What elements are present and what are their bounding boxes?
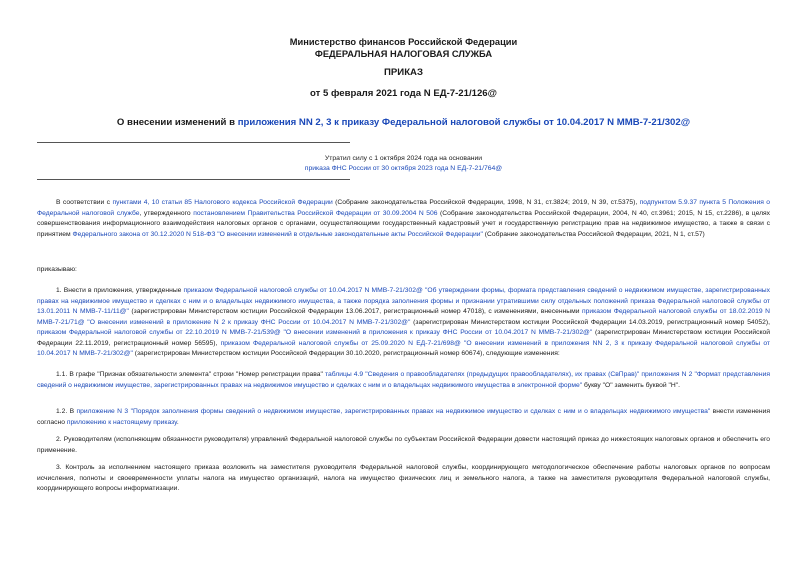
item-1-text: (зарегистрирован Министерством юстиции Российской Федерации 14.03.2019, регистрационный номер 54052),: [410, 318, 770, 326]
table-4-9-link[interactable]: таблицы 4.9 "Сведения о правообладателях (предыдущих правообладателях), их правах (СвПрав)" приложения N 2 "Формат представления сведений о недвижимом имуществе, зарегистрированных правах на недвижимое имущество и сделках с ним и о владельцах недвижимого имущества в электронной форме": [37, 371, 770, 389]
item-1-1-text: 1.1. В графе "Признак обязательности элемента" строки "Номер регистрации права": [56, 371, 326, 378]
preamble-text: (Собрание законодательства Российской Федерации, 2004, N 40, ст.3961; 2015, N 15, ст.2286), в целях совершенствования информационного взаимодействия налоговых органов с органами, осуществляющими государственный кадастровый учет и государственную регистрацию прав на недвижимое имущество, а также в связи с принятием: [37, 209, 770, 238]
resolve-line: приказываю:: [37, 266, 77, 273]
item-1-1-text: букву "О" заменить буквой "Н".: [582, 381, 680, 389]
item-1-text: (зарегистрирован Министерством юстиции Российской Федерации 22.11.2019, регистрационный номер 56595),: [37, 329, 770, 347]
preamble-paragraph: [37, 198, 770, 240]
item-1-text: 1. Внести в приложения, утвержденные: [56, 287, 184, 294]
preamble-text: (Собрание законодательства Российской Федерации, 1998, N 31, ст.3824; 2019, N 39, ст.5375),: [332, 199, 640, 206]
document-type: ПРИКАЗ: [384, 67, 423, 78]
document-date-number: от 5 февраля 2021 года N ЕД-7-21/126@: [310, 88, 497, 99]
document-subject: [0, 117, 807, 128]
document-header: [0, 37, 807, 60]
item-1-2-paragraph: [37, 407, 770, 428]
subject-prefix: О внесении изменений в: [116, 117, 238, 128]
validity-note-link[interactable]: приказа ФНС России от 30 октября 2023 года N ЕД-7-21/764@: [304, 165, 503, 173]
divider-top: [37, 142, 350, 143]
regulation-link[interactable]: подпунктом 5.9.37 пункта 5 Положения о Федеральной налоговой службе: [37, 199, 770, 217]
preamble-text: (Собрание законодательства Российской Федерации, 2021, N 1, ст.57): [482, 230, 705, 238]
item-1-text: (зарегистрирован Министерством юстиции Российской Федерации 13.06.2017, регистрационный номер 47018), с изменениями, внесенными: [128, 308, 582, 315]
divider-bottom: [37, 179, 350, 180]
item-1-2-text: внести изменения согласно: [37, 408, 770, 426]
item-1-text: (зарегистрирован Министерством юстиции Российской Федерации 30.10.2020, регистрационный номер 60674), следующие изменения:: [132, 350, 560, 357]
tax-code-link[interactable]: пунктами 4, 10 статьи 85 Налогового кодекса Российской Федерации: [112, 199, 333, 206]
item-3-paragraph: 3. Контроль за исполнением настоящего приказа возложить на заместителя руководителя Федеральной налоговой службы, координирующего методологическое обеспечение работы налоговых органов по вопросам исчисления, полноты и своевременности уплаты налога на имущество организаций, налога на имущество физических лиц и земельного налога, а также на заместителя руководителя Федеральной налоговой службы, координирующего вопросы информатизации.: [37, 464, 770, 492]
item-2-paragraph: 2. Руководителям (исполняющим обязанности руководителя) управлений Федеральной налоговой службы по субъектам Российской Федерации довести настоящий приказ до нижестоящих налоговых органов и обеспечить его применение.: [37, 436, 770, 454]
order-appendix-link[interactable]: приложению к настоящему приказу: [66, 418, 177, 426]
federal-law-link[interactable]: Федерального закона от 30.12.2020 N 518-ФЗ "О внесении изменений в отдельные законодательные акты Российской Федерации": [72, 230, 483, 238]
appendix-3-link[interactable]: приложение N 3 "Порядок заполнения формы сведений о недвижимом имуществе, зарегистрированных правах на недвижимое имущество и сделках с ним и о владельцах недвижимого имущества": [76, 408, 711, 415]
item-1-2-text: 1.2. В: [56, 408, 77, 415]
amendment-2020-09-link[interactable]: приказом Федеральной налоговой службы от 25.09.2020 N ЕД-7-21/698@ "О внесении изменений в приложения NN 2, 3 к приказу Федеральной налоговой службы от 10.04.2017 N ММВ-7-21/302@": [37, 339, 771, 357]
amendment-2019-02-link[interactable]: приказом Федеральной налоговой службы от 18.02.2019 N ММВ-7-21/71@ "О внесении изменений в приложение N 2 к приказу ФНС России от 10.04.2017 N ММВ-7-21/302@": [37, 308, 770, 326]
ministry-name: Министерство финансов Российской Федерации: [289, 37, 518, 47]
preamble-text: В соответствии с: [56, 199, 113, 206]
service-name: ФЕДЕРАЛЬНАЯ НАЛОГОВАЯ СЛУЖБА: [314, 48, 493, 59]
amendment-2019-10-link[interactable]: приказом Федеральной налоговой службы от 22.10.2019 N ММВ-7-21/539@ "О внесении изменений в приложения к приказу ФНС России от 10.04.2017 N ММВ-7-21/302@": [37, 329, 593, 336]
validity-note-text: Утратил силу с 1 октября 2024 года на основании: [324, 155, 483, 162]
item-1-2-text: .: [176, 418, 179, 426]
item-1-1-paragraph: [37, 370, 770, 391]
base-order-link[interactable]: приказом Федеральной налоговой службы от 10.04.2017 N ММВ-7-21/302@ "Об утверждении формы, формата представления сведений о недвижимом имуществе, зарегистрированных правах на недвижимое имущество и сделках с ним и о владельцах недвижимого имущества, а также порядка заполнения формы и признании утратившими силу отдельных положений приказа Федеральной налоговой службы от 13.01.2011 N ММВ-7-11/11@": [37, 287, 770, 315]
validity-note: [0, 154, 807, 174]
item-1-paragraph: [37, 286, 770, 360]
preamble-text: , утвержденного: [139, 209, 194, 217]
government-decree-link[interactable]: постановлением Правительства Российской Федерации от 30.09.2004 N 506: [193, 209, 438, 217]
subject-link[interactable]: приложения NN 2, 3 к приказу Федеральной налоговой службы от 10.04.2017 N ММВ-7-21/302@: [237, 117, 691, 128]
